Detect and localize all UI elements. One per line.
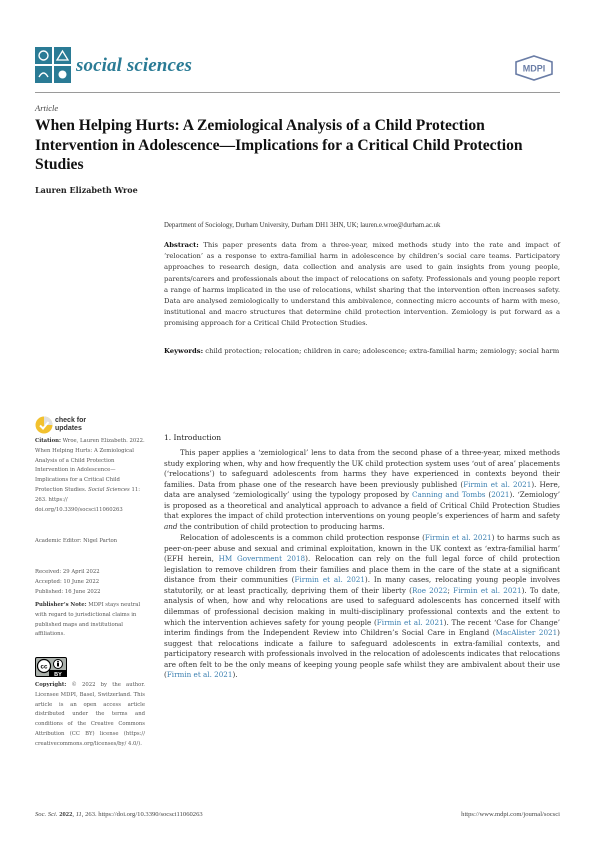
abstract-label: Abstract:	[164, 241, 199, 249]
footer-citation: Soc. Sci. 2022, 11, 263. https://doi.org/10.3390/socsci11060263	[35, 811, 203, 818]
abstract	[164, 240, 560, 330]
author-affiliation: Department of Sociology, Durham University, Durham DH1 3HN, UK; lauren.e.wroe@durham.ac.uk	[164, 222, 441, 229]
section-body	[164, 448, 560, 682]
article-title: When Helping Hurts: A Zemiological Analysis of a Child Protection Intervention in Adolescence—Implications for a Critical Child Protection Studies	[35, 117, 523, 173]
author-name: Lauren Elizabeth Wroe	[35, 185, 138, 195]
publisher-note	[35, 601, 145, 640]
publisher-note-text: MDPI stays neutral with regard to jurisdictional claims in published maps and institutional affiliations.	[35, 602, 141, 638]
updates-label: updates	[55, 425, 82, 432]
citation-link[interactable]: Firmin et al. 2021	[424, 533, 492, 543]
check-for-updates-icon	[35, 416, 53, 434]
footer-journal-url[interactable]: https://www.mdpi.com/journal/socsci	[461, 811, 560, 818]
citation-label: Citation:	[35, 438, 61, 444]
accepted-date: Accepted: 10 June 2022	[35, 578, 100, 585]
published-date: Published: 16 June 2022	[35, 588, 101, 595]
copyright-text: © 2022 by the author. Licensee MDPI, Basel, Switzerland. This article is an open access article distributed under the terms and conditions of the Creative Commons Attribution (CC BY) license (https:// creativecommons.org/licenses/by/ 4.0/).	[35, 682, 145, 747]
journal-logo-icon	[35, 47, 71, 83]
header-divider	[35, 92, 560, 93]
publisher-note-label: Publisher’s Note:	[35, 602, 87, 608]
citation-doi[interactable]: 11: 263. https:// doi.org/10.3390/socsci11060263	[35, 486, 140, 513]
copyright-block	[35, 681, 145, 750]
footer-doi[interactable]: , 263. https://doi.org/10.3390/socsci11060263	[81, 811, 203, 818]
paragraph: This paper applies a ‘zemiological’ lens to data from the second phase of a three-year, mixed methods study exploring when, why and how frequently the UK child protection system uses ‘out of area’ placements (‘relocations’) to safeguard adolescents from harms they have experienced in contexts beyond their families. Data from phase one of the research have been previously published (Firmin et al. 2021). Here, data are analysed ‘zemiologically’ using the typology proposed by Canning and Tombs (2021). ‘Zemiology’ is proposed as a theoretical and analytical approach to advance a field of Critical Child Protection Studies that explores the impact of child protection interventions on young people’s experiences of harm and safety and the contribution of child protection to producing harms.	[164, 448, 561, 531]
footer-year: 2022	[59, 811, 73, 818]
academic-editor: Academic Editor: Nigel Parton	[35, 538, 118, 544]
cc-label: cc	[40, 663, 48, 671]
citation-link[interactable]: Firmin et al. 2021	[294, 575, 365, 585]
citation-authors: Wroe, Lauren Elizabeth. 2022. When Helping Hurts: A Zemiological Analysis of a Child Protection Intervention in Adolescence—Implications for a Critical Child Protection Studies.	[35, 438, 145, 493]
citation-link[interactable]: 2021	[491, 490, 510, 500]
paragraph: Relocation of adolescents is a common child protection response (Firmin et al. 2021) to harms such as peer-on-peer abuse and sexual and criminal exploitation, known in the UK context as ‘extra-familial harm’ (EFH herein, HM Government 2018). Relocation can rely on the full legal force of child protection legislation to remove children from their families and place them in the care of the state at a significant distance from their communities (Firmin et al. 2021). In many cases, relocating young people involves statutorily, or at least practically, depriving them of their liberty (Roe 2022; Firmin et al. 2021). To date, analysis of when, how and why relocations are used to safeguard adolescents has concerned itself with dilemmas of professional decision making in multi-disciplinary professional contexts and the extent to which the intervention achieves safety for young people (Firmin et al. 2021). The recent ‘Case for Change’ interim findings from the Independent Review into Children’s Social Care in England (MacAlister 2021) suggest that relocations indicate a failure to safeguard adolescents in extra-familial contexts, and participatory research with professionals involved in the relocation of adolescents indicates that relocations are often felt to be the only means of keeping young people safe whilst they are ambivalent about their use (Firmin et al. 2021).	[164, 533, 560, 680]
citation-link[interactable]: Firmin et al. 2021	[166, 670, 233, 680]
dates-block	[35, 568, 145, 597]
footer-volume: 11	[75, 811, 82, 818]
received-date: Received: 29 April 2022	[35, 569, 100, 575]
copyright-label: Copyright:	[35, 682, 67, 688]
article-type: Article	[35, 103, 59, 113]
keywords-text: child protection; relocation; children in care; adolescence; extra-familial harm; zemiology; social harm	[205, 347, 560, 355]
citation-link[interactable]: Canning and Tombs	[411, 490, 486, 500]
citation-link[interactable]: Firmin et al. 2021	[463, 479, 532, 489]
mdpi-logo-icon	[514, 55, 554, 81]
journal-name: social sciences	[76, 55, 193, 76]
check-for-label: check for	[55, 417, 87, 424]
abstract-text: This paper presents data from a three-year, mixed methods study into the rate and impact of ‘relocation’ as a response to extra-familial harm in adolescence by children’s social care teams. Participatory approaches to research design, data collection and analysis are used to gain insights from young people, parents/carers and professionals about the impact of relocations on safety. Professionals and young people report a range of harms implicated in the use of relocations, whilst sharing that the intervention often increases safety. Data are analysed zemiologically to understand this ambivalence, connecting micro accounts of harm with meso, institutional and macro structures that determine child protection intervention. Zemiology is put forward as a promising approach for a Critical Child Protection Studies.	[164, 241, 560, 328]
citation-journal: Social Sciences	[88, 486, 130, 493]
keywords	[164, 346, 560, 357]
cc-by-license-icon[interactable]	[35, 657, 67, 677]
section-heading: 1. Introduction	[164, 433, 222, 442]
citation-link[interactable]: Firmin et al. 2021	[376, 617, 444, 627]
citation-link[interactable]: Firmin et al. 2021	[453, 585, 522, 595]
cc-by-label: BY	[54, 671, 62, 677]
citation-block	[35, 437, 145, 515]
keywords-label: Keywords:	[164, 347, 204, 355]
citation-link[interactable]: MacAlister 2021	[495, 628, 558, 638]
citation-link[interactable]: HM Government 2018	[218, 554, 306, 564]
footer-journal: Soc. Sci.	[35, 811, 58, 818]
check-for-updates-button[interactable]	[35, 416, 95, 436]
publisher-name: MDPI	[522, 63, 546, 74]
citation-link[interactable]: Roe 2022	[411, 585, 448, 595]
